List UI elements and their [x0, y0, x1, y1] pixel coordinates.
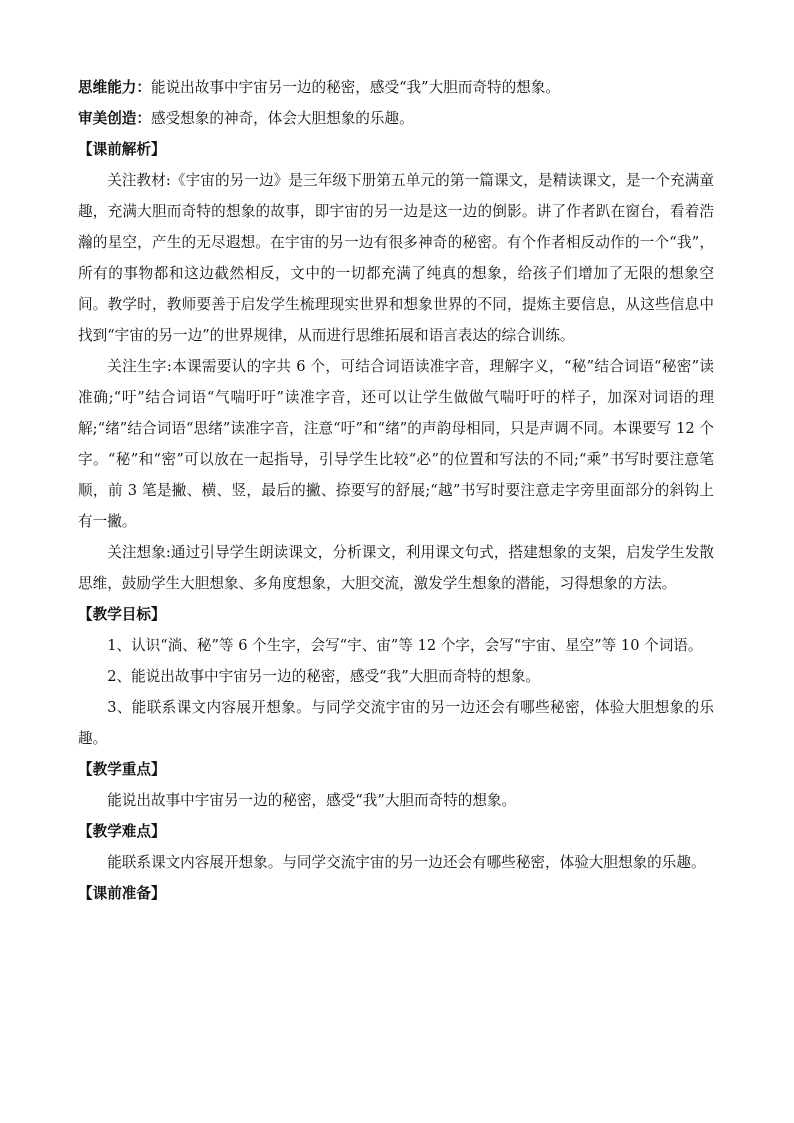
- pre-analysis-heading: 【课前解析】: [78, 141, 166, 158]
- pre-analysis-imagination: 关注想象:通过引导学生朗读课文，分析课文，利用课文句式，搭建想象的支架，启发学生发散思维，鼓励学生大胆想象、多角度想象，大胆交流，激发学生想象的潜能，习得想象的方法。: [78, 544, 714, 592]
- key-points-heading: 【教学重点】: [78, 761, 166, 778]
- objective-item-3: 3、能联系课文内容展开想象。与同学交流宇宙的另一边还会有哪些秘密，体验大胆想象的乐趣。: [78, 699, 714, 747]
- objective-item-2: 2、能说出故事中宇宙另一边的秘密，感受“我”大胆而奇特的想象。: [107, 668, 541, 685]
- difficulties-text: 能联系课文内容展开想象。与同学交流宇宙的另一边还会有哪些秘密，体验大胆想象的乐趣。: [107, 854, 706, 871]
- goal-thinking: [78, 72, 714, 103]
- preparation-heading: 【课前准备】: [78, 885, 166, 902]
- goal-aesthetic-label: 审美创造：: [78, 110, 151, 127]
- pre-analysis-textbook: 关注教材:《宇宙的另一边》是三年级下册第五单元的第一篇课文，是精读课文，是一个充满童趣，充满大胆而奇特的想象的故事，即宇宙的另一边是这一边的倒影。讲了作者趴在窗台，看着浩瀚的星空，产生的无尽遐想。在宇宙的另一边有很多神奇的秘密。有个作者相反动作的一个“我”，所有的事物都和这边截然相反，文中的一切都充满了纯真的想象，给孩子们增加了无限的想象空间。教学时，教师要善于启发学生梳理现实世界和想象世界的不同，提炼主要信息，从这些信息中找到“宇宙的另一边”的世界规律，从而进行思维拓展和语言表达的综合训练。: [78, 172, 714, 344]
- objectives-heading: 【教学目标】: [78, 606, 166, 623]
- key-points-text: 能说出故事中宇宙另一边的秘密，感受“我”大胆而奇特的想象。: [107, 792, 517, 809]
- goal-aesthetic: [78, 103, 714, 134]
- difficulties-heading: 【教学难点】: [78, 823, 166, 840]
- pre-analysis-characters: 关注生字:本课需要认的字共 6 个，可结合词语读准字音，理解字义，“秘”结合词语“秘密”读准确;“吁”结合词语“气喘吁吁”读准字音，还可以让学生做做气喘吁吁的样子，加深对词语的理解;“绪”结合词语“思绪”读准字音，注意“吁”和“绪”的声韵母相同，只是声调不同。本课要写 12 个字。“秘”和“密”可以放在一起指导，引导学生比较“必”的位置和写法的不同;“乘”书写时要注意笔顺，前 3 笔是撇、横、竖，最后的撇、捺要写的舒展;“越”书写时要注意走字旁里面部分的斜钩上有一撇。: [78, 358, 714, 530]
- goal-thinking-text: 能说出故事中宇宙另一边的秘密，感受“我”大胆而奇特的想象。: [150, 79, 560, 96]
- goal-aesthetic-text: 感受想象的神奇，体会大胆想象的乐趣。: [150, 110, 414, 127]
- goal-thinking-label: 思维能力：: [78, 79, 151, 96]
- document-body: [78, 72, 714, 909]
- objective-item-1: 1、认识“淌、秘”等 6 个生字，会写“宇、宙”等 12 个字，会写“宇宙、星空”等 10 个词语。: [107, 637, 703, 654]
